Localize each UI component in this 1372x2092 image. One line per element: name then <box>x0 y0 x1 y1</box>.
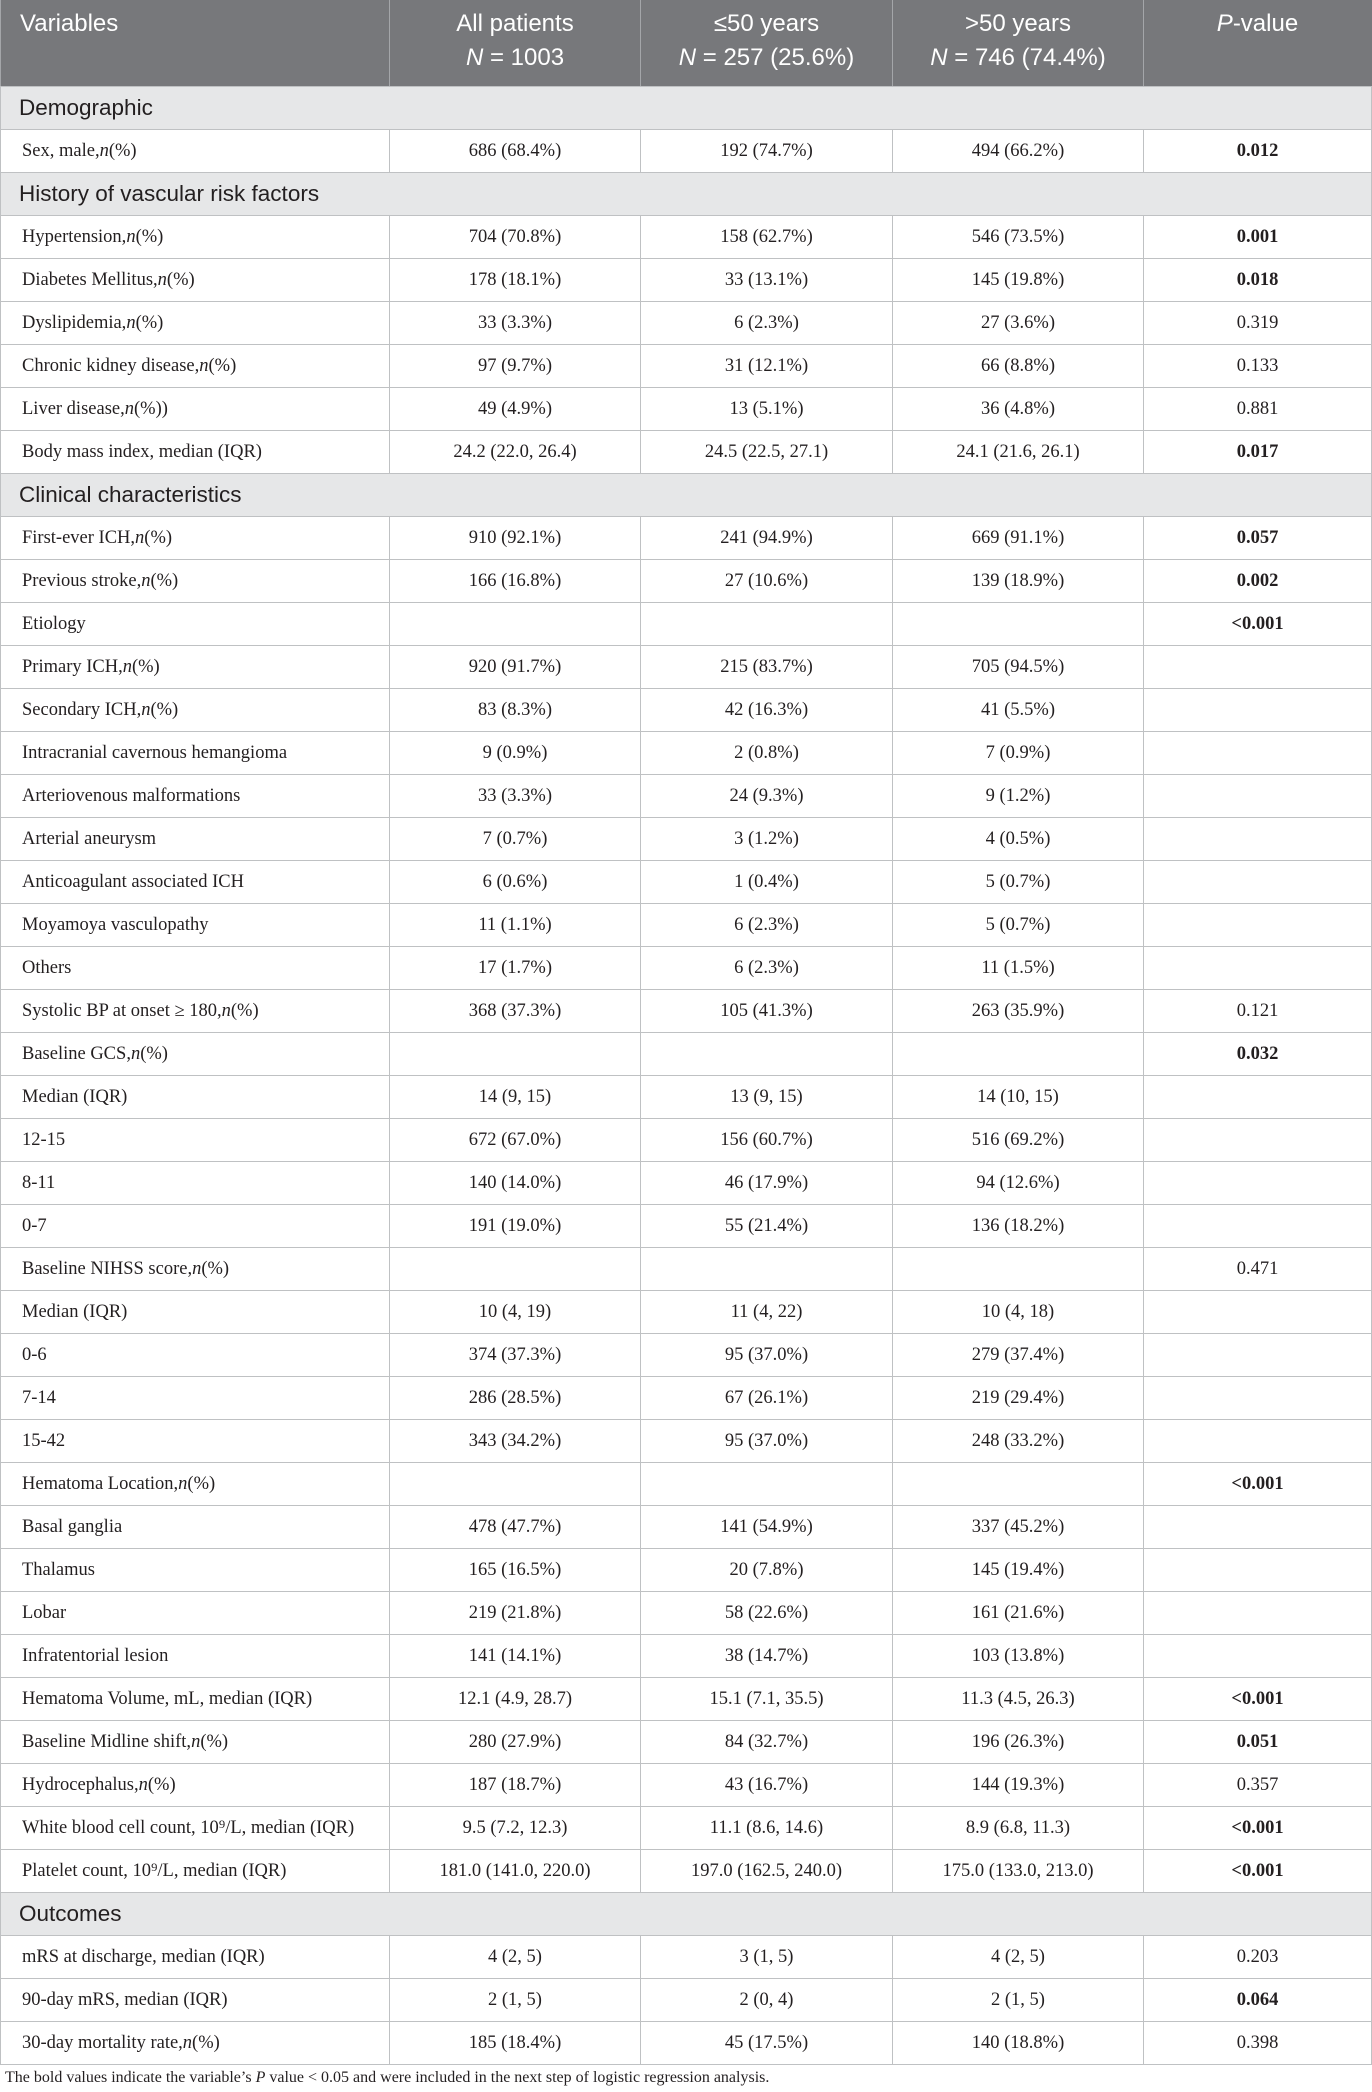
cell-gt50: 669 (91.1%) <box>893 517 1144 559</box>
cell-le50: 13 (5.1%) <box>641 388 893 430</box>
cell-le50: 38 (14.7%) <box>641 1635 893 1677</box>
table-row <box>0 1850 1372 1893</box>
cell-le50: 11 (4, 22) <box>641 1291 893 1333</box>
table-row <box>0 1291 1372 1334</box>
cell-gt50: 11.3 (4.5, 26.3) <box>893 1678 1144 1720</box>
cell-label: 15-42 <box>0 1420 390 1462</box>
cell-p-value <box>1144 689 1372 731</box>
header-all-patients-n: N = 1003 <box>465 44 565 71</box>
table-row <box>0 1979 1372 2022</box>
cell-label: Infratentorial lesion <box>0 1635 390 1677</box>
cell-all-patients: 9.5 (7.2, 12.3) <box>390 1807 641 1849</box>
cell-gt50 <box>893 603 1144 645</box>
cell-gt50: 36 (4.8%) <box>893 388 1144 430</box>
cell-p-value <box>1144 1076 1372 1118</box>
cell-label: Platelet count, 10⁹/L, median (IQR) <box>0 1850 390 1892</box>
cell-all-patients: 191 (19.0%) <box>390 1205 641 1247</box>
header-le50-title: ≤50 years <box>713 10 820 37</box>
cell-le50: 33 (13.1%) <box>641 259 893 301</box>
cell-gt50: 27 (3.6%) <box>893 302 1144 344</box>
cell-le50: 27 (10.6%) <box>641 560 893 602</box>
cell-label: 90-day mRS, median (IQR) <box>0 1979 390 2021</box>
cell-gt50: 14 (10, 15) <box>893 1076 1144 1118</box>
cell-le50 <box>641 1033 893 1075</box>
cell-p-value <box>1144 775 1372 817</box>
cell-all-patients: 219 (21.8%) <box>390 1592 641 1634</box>
cell-label: Hematoma Volume, mL, median (IQR) <box>0 1678 390 1720</box>
cell-p-value <box>1144 732 1372 774</box>
cell-le50: 95 (37.0%) <box>641 1420 893 1462</box>
cell-all-patients: 181.0 (141.0, 220.0) <box>390 1850 641 1892</box>
cell-label: 0-7 <box>0 1205 390 1247</box>
cell-label: Baseline GCS, n (%) <box>0 1033 390 1075</box>
cell-all-patients: 12.1 (4.9, 28.7) <box>390 1678 641 1720</box>
cell-gt50: 145 (19.4%) <box>893 1549 1144 1591</box>
header-cell-le50 <box>641 0 893 86</box>
table-row <box>0 990 1372 1033</box>
table-row <box>0 1334 1372 1377</box>
cell-gt50: 103 (13.8%) <box>893 1635 1144 1677</box>
cell-p-value: 0.471 <box>1144 1248 1372 1290</box>
cell-label: 7-14 <box>0 1377 390 1419</box>
cell-le50: 2 (0, 4) <box>641 1979 893 2021</box>
cell-p-value: <0.001 <box>1144 1678 1372 1720</box>
header-gt50-title: >50 years <box>964 10 1072 37</box>
cell-gt50: 24.1 (21.6, 26.1) <box>893 431 1144 473</box>
cell-le50: 55 (21.4%) <box>641 1205 893 1247</box>
cell-all-patients: 165 (16.5%) <box>390 1549 641 1591</box>
cell-all-patients: 187 (18.7%) <box>390 1764 641 1806</box>
cell-p-value: 0.319 <box>1144 302 1372 344</box>
header-cell-all-patients <box>390 0 641 86</box>
cell-gt50: 94 (12.6%) <box>893 1162 1144 1204</box>
cell-le50: 67 (26.1%) <box>641 1377 893 1419</box>
cell-p-value: 0.012 <box>1144 130 1372 172</box>
cell-label: Moyamoya vasculopathy <box>0 904 390 946</box>
table-row <box>0 1162 1372 1205</box>
cell-gt50: 4 (2, 5) <box>893 1936 1144 1978</box>
cell-le50: 105 (41.3%) <box>641 990 893 1032</box>
table-row <box>0 818 1372 861</box>
cell-label: Median (IQR) <box>0 1076 390 1118</box>
cell-le50: 6 (2.3%) <box>641 904 893 946</box>
table-row <box>0 646 1372 689</box>
cell-gt50: 337 (45.2%) <box>893 1506 1144 1548</box>
cell-label: Dyslipidemia, n (%) <box>0 302 390 344</box>
cell-all-patients: 17 (1.7%) <box>390 947 641 989</box>
cell-label: Systolic BP at onset ≥ 180, n (%) <box>0 990 390 1032</box>
table-row <box>0 1635 1372 1678</box>
cell-label: Basal ganglia <box>0 1506 390 1548</box>
cell-p-value <box>1144 947 1372 989</box>
cell-le50: 20 (7.8%) <box>641 1549 893 1591</box>
cell-all-patients: 4 (2, 5) <box>390 1936 641 1978</box>
header-cell-variables <box>0 0 390 86</box>
cell-p-value: 0.032 <box>1144 1033 1372 1075</box>
cell-p-value: 0.051 <box>1144 1721 1372 1763</box>
cell-all-patients: 368 (37.3%) <box>390 990 641 1032</box>
cell-gt50 <box>893 1463 1144 1505</box>
cell-all-patients: 140 (14.0%) <box>390 1162 641 1204</box>
table-row <box>0 947 1372 990</box>
cell-le50: 84 (32.7%) <box>641 1721 893 1763</box>
cell-p-value <box>1144 646 1372 688</box>
header-cell-gt50 <box>893 0 1144 86</box>
cell-all-patients: 178 (18.1%) <box>390 259 641 301</box>
cell-p-value: <0.001 <box>1144 603 1372 645</box>
cell-p-value <box>1144 1334 1372 1376</box>
table-row <box>0 517 1372 560</box>
cell-all-patients <box>390 1248 641 1290</box>
table-row <box>0 1248 1372 1291</box>
cell-all-patients <box>390 1463 641 1505</box>
cell-p-value <box>1144 1420 1372 1462</box>
cell-gt50 <box>893 1033 1144 1075</box>
table-row <box>0 216 1372 259</box>
cell-p-value: 0.133 <box>1144 345 1372 387</box>
cell-label: Lobar <box>0 1592 390 1634</box>
cell-p-value: 0.001 <box>1144 216 1372 258</box>
cell-all-patients <box>390 603 641 645</box>
cell-all-patients: 141 (14.1%) <box>390 1635 641 1677</box>
cell-all-patients: 14 (9, 15) <box>390 1076 641 1118</box>
section-title: Clinical characteristics <box>0 474 1372 516</box>
cell-label: 8-11 <box>0 1162 390 1204</box>
cell-le50: 43 (16.7%) <box>641 1764 893 1806</box>
table-row <box>0 1119 1372 1162</box>
cell-gt50: 5 (0.7%) <box>893 861 1144 903</box>
cell-label: Baseline Midline shift, n (%) <box>0 1721 390 1763</box>
cell-label: Median (IQR) <box>0 1291 390 1333</box>
cell-p-value <box>1144 1549 1372 1591</box>
cell-p-value: 0.064 <box>1144 1979 1372 2021</box>
cell-le50: 15.1 (7.1, 35.5) <box>641 1678 893 1720</box>
section-title: Outcomes <box>0 1893 1372 1935</box>
cell-le50: 6 (2.3%) <box>641 947 893 989</box>
cell-le50: 156 (60.7%) <box>641 1119 893 1161</box>
cell-all-patients: 33 (3.3%) <box>390 302 641 344</box>
cell-p-value <box>1144 818 1372 860</box>
cell-le50: 6 (2.3%) <box>641 302 893 344</box>
cell-label: 12-15 <box>0 1119 390 1161</box>
cell-all-patients: 910 (92.1%) <box>390 517 641 559</box>
cell-p-value <box>1144 861 1372 903</box>
cell-label: White blood cell count, 10⁹/L, median (IQR) <box>0 1807 390 1849</box>
cell-le50: 24.5 (22.5, 27.1) <box>641 431 893 473</box>
cell-gt50: 140 (18.8%) <box>893 2022 1144 2064</box>
cell-all-patients: 704 (70.8%) <box>390 216 641 258</box>
cell-p-value <box>1144 1506 1372 1548</box>
cell-p-value: 0.398 <box>1144 2022 1372 2064</box>
cell-le50: 2 (0.8%) <box>641 732 893 774</box>
cell-le50: 3 (1.2%) <box>641 818 893 860</box>
cell-label: 30-day mortality rate, n (%) <box>0 2022 390 2064</box>
header-all-patients-title: All patients <box>456 10 574 37</box>
table-row <box>0 1506 1372 1549</box>
cell-p-value <box>1144 1377 1372 1419</box>
table-row <box>0 1807 1372 1850</box>
table-row <box>0 1721 1372 1764</box>
cell-all-patients: 97 (9.7%) <box>390 345 641 387</box>
cell-gt50: 136 (18.2%) <box>893 1205 1144 1247</box>
cell-all-patients: 166 (16.8%) <box>390 560 641 602</box>
table-row <box>0 1936 1372 1979</box>
cell-label: Secondary ICH, n (%) <box>0 689 390 731</box>
cell-p-value <box>1144 904 1372 946</box>
cell-label: Previous stroke, n (%) <box>0 560 390 602</box>
cell-label: mRS at discharge, median (IQR) <box>0 1936 390 1978</box>
table-row <box>0 302 1372 345</box>
cell-all-patients: 672 (67.0%) <box>390 1119 641 1161</box>
cell-gt50: 546 (73.5%) <box>893 216 1144 258</box>
cell-le50: 46 (17.9%) <box>641 1162 893 1204</box>
cell-label: Thalamus <box>0 1549 390 1591</box>
cell-all-patients: 10 (4, 19) <box>390 1291 641 1333</box>
cell-le50 <box>641 603 893 645</box>
cell-le50 <box>641 1463 893 1505</box>
table-row <box>0 1205 1372 1248</box>
table-row <box>0 388 1372 431</box>
cell-all-patients: 33 (3.3%) <box>390 775 641 817</box>
table-row <box>0 1592 1372 1635</box>
table-footnote: The bold values indicate the variable’s P value < 0.05 and were included in the next step of logistic regression analysis. <box>5 2069 770 2086</box>
cell-gt50: 516 (69.2%) <box>893 1119 1144 1161</box>
table-row <box>0 689 1372 732</box>
table-row <box>0 130 1372 173</box>
table-row <box>0 1549 1372 1592</box>
cell-all-patients: 374 (37.3%) <box>390 1334 641 1376</box>
cell-le50: 1 (0.4%) <box>641 861 893 903</box>
table-row <box>0 1377 1372 1420</box>
section-title: Demographic <box>0 87 1372 129</box>
cell-p-value <box>1144 1635 1372 1677</box>
header-gt50-n: N = 746 (74.4%) <box>930 44 1106 71</box>
cell-p-value <box>1144 1162 1372 1204</box>
cell-p-value: <0.001 <box>1144 1807 1372 1849</box>
cell-label: Anticoagulant associated ICH <box>0 861 390 903</box>
table-row <box>0 1463 1372 1506</box>
cell-p-value: 0.203 <box>1144 1936 1372 1978</box>
cell-all-patients: 478 (47.7%) <box>390 1506 641 1548</box>
cell-le50: 58 (22.6%) <box>641 1592 893 1634</box>
table-row <box>0 2022 1372 2065</box>
header-cell-p-value <box>1144 0 1372 86</box>
table-row <box>0 560 1372 603</box>
cell-gt50: 494 (66.2%) <box>893 130 1144 172</box>
cell-gt50: 175.0 (133.0, 213.0) <box>893 1850 1144 1892</box>
header-p-value-label: P-value <box>1216 10 1299 37</box>
section-row <box>0 173 1372 216</box>
cell-gt50: 219 (29.4%) <box>893 1377 1144 1419</box>
cell-label: Chronic kidney disease, n (%) <box>0 345 390 387</box>
cell-p-value: <0.001 <box>1144 1463 1372 1505</box>
cell-gt50: 66 (8.8%) <box>893 345 1144 387</box>
cell-all-patients: 343 (34.2%) <box>390 1420 641 1462</box>
cell-gt50: 248 (33.2%) <box>893 1420 1144 1462</box>
cell-all-patients: 24.2 (22.0, 26.4) <box>390 431 641 473</box>
cell-p-value <box>1144 1205 1372 1247</box>
cell-le50: 11.1 (8.6, 14.6) <box>641 1807 893 1849</box>
cell-le50: 215 (83.7%) <box>641 646 893 688</box>
cell-p-value: 0.357 <box>1144 1764 1372 1806</box>
cell-label: Diabetes Mellitus, n (%) <box>0 259 390 301</box>
cell-gt50: 705 (94.5%) <box>893 646 1144 688</box>
table-row <box>0 775 1372 818</box>
cell-gt50 <box>893 1248 1144 1290</box>
cell-le50: 192 (74.7%) <box>641 130 893 172</box>
cell-all-patients: 286 (28.5%) <box>390 1377 641 1419</box>
section-row <box>0 474 1372 517</box>
cell-gt50: 279 (37.4%) <box>893 1334 1144 1376</box>
cell-all-patients: 6 (0.6%) <box>390 861 641 903</box>
cell-label: Liver disease, n (%)) <box>0 388 390 430</box>
cell-p-value: <0.001 <box>1144 1850 1372 1892</box>
cell-gt50: 139 (18.9%) <box>893 560 1144 602</box>
cell-all-patients: 185 (18.4%) <box>390 2022 641 2064</box>
section-title: History of vascular risk factors <box>0 173 1372 215</box>
cell-p-value: 0.017 <box>1144 431 1372 473</box>
table-header-row <box>0 0 1372 87</box>
cell-all-patients: 280 (27.9%) <box>390 1721 641 1763</box>
table-row <box>0 732 1372 775</box>
cell-label: Hydrocephalus, n (%) <box>0 1764 390 1806</box>
cell-label: Etiology <box>0 603 390 645</box>
cell-gt50: 41 (5.5%) <box>893 689 1144 731</box>
cell-gt50: 2 (1, 5) <box>893 1979 1144 2021</box>
cell-all-patients: 7 (0.7%) <box>390 818 641 860</box>
section-row <box>0 87 1372 130</box>
cell-label: Intracranial cavernous hemangioma <box>0 732 390 774</box>
table-row <box>0 1076 1372 1119</box>
cell-gt50: 196 (26.3%) <box>893 1721 1144 1763</box>
cell-le50: 141 (54.9%) <box>641 1506 893 1548</box>
table-row <box>0 1033 1372 1076</box>
cell-gt50: 263 (35.9%) <box>893 990 1144 1032</box>
table-row <box>0 345 1372 388</box>
cell-le50: 13 (9, 15) <box>641 1076 893 1118</box>
cell-label: Arterial aneurysm <box>0 818 390 860</box>
cell-gt50: 4 (0.5%) <box>893 818 1144 860</box>
cell-label: Baseline NIHSS score, n (%) <box>0 1248 390 1290</box>
cell-label: 0-6 <box>0 1334 390 1376</box>
header-le50-n: N = 257 (25.6%) <box>678 44 855 71</box>
cell-label: Others <box>0 947 390 989</box>
table-row <box>0 431 1372 474</box>
cell-label: Sex, male, n (%) <box>0 130 390 172</box>
header-variables-label: Variables <box>20 10 119 37</box>
table-row <box>0 1764 1372 1807</box>
cell-le50: 197.0 (162.5, 240.0) <box>641 1850 893 1892</box>
section-row <box>0 1893 1372 1936</box>
cell-p-value: 0.881 <box>1144 388 1372 430</box>
cell-le50: 24 (9.3%) <box>641 775 893 817</box>
cell-le50: 42 (16.3%) <box>641 689 893 731</box>
cell-le50: 45 (17.5%) <box>641 2022 893 2064</box>
table-row <box>0 904 1372 947</box>
cell-all-patients: 2 (1, 5) <box>390 1979 641 2021</box>
cell-le50 <box>641 1248 893 1290</box>
cell-all-patients: 686 (68.4%) <box>390 130 641 172</box>
table-row <box>0 1420 1372 1463</box>
cell-le50: 95 (37.0%) <box>641 1334 893 1376</box>
cell-label: Primary ICH, n (%) <box>0 646 390 688</box>
cell-gt50: 5 (0.7%) <box>893 904 1144 946</box>
cell-label: Hematoma Location, n (%) <box>0 1463 390 1505</box>
cell-p-value <box>1144 1592 1372 1634</box>
cell-all-patients: 920 (91.7%) <box>390 646 641 688</box>
cell-p-value: 0.002 <box>1144 560 1372 602</box>
cell-le50: 31 (12.1%) <box>641 345 893 387</box>
cell-gt50: 145 (19.8%) <box>893 259 1144 301</box>
cell-p-value: 0.121 <box>1144 990 1372 1032</box>
cell-le50: 3 (1, 5) <box>641 1936 893 1978</box>
cell-all-patients: 11 (1.1%) <box>390 904 641 946</box>
cell-all-patients: 83 (8.3%) <box>390 689 641 731</box>
cell-p-value: 0.018 <box>1144 259 1372 301</box>
table-row <box>0 861 1372 904</box>
cell-p-value <box>1144 1119 1372 1161</box>
cell-all-patients: 49 (4.9%) <box>390 388 641 430</box>
cell-p-value: 0.057 <box>1144 517 1372 559</box>
cell-gt50: 11 (1.5%) <box>893 947 1144 989</box>
cell-gt50: 144 (19.3%) <box>893 1764 1144 1806</box>
table-body <box>0 87 1372 2065</box>
cell-label: Body mass index, median (IQR) <box>0 431 390 473</box>
cell-gt50: 161 (21.6%) <box>893 1592 1144 1634</box>
table-row <box>0 259 1372 302</box>
table-row <box>0 603 1372 646</box>
cell-label: First-ever ICH, n (%) <box>0 517 390 559</box>
cell-label: Arteriovenous malformations <box>0 775 390 817</box>
cell-le50: 158 (62.7%) <box>641 216 893 258</box>
cell-gt50: 10 (4, 18) <box>893 1291 1144 1333</box>
cell-gt50: 7 (0.9%) <box>893 732 1144 774</box>
cell-le50: 241 (94.9%) <box>641 517 893 559</box>
cell-gt50: 9 (1.2%) <box>893 775 1144 817</box>
cell-p-value <box>1144 1291 1372 1333</box>
cell-all-patients <box>390 1033 641 1075</box>
cell-label: Hypertension, n (%) <box>0 216 390 258</box>
cell-all-patients: 9 (0.9%) <box>390 732 641 774</box>
table-row <box>0 1678 1372 1721</box>
cell-gt50: 8.9 (6.8, 11.3) <box>893 1807 1144 1849</box>
